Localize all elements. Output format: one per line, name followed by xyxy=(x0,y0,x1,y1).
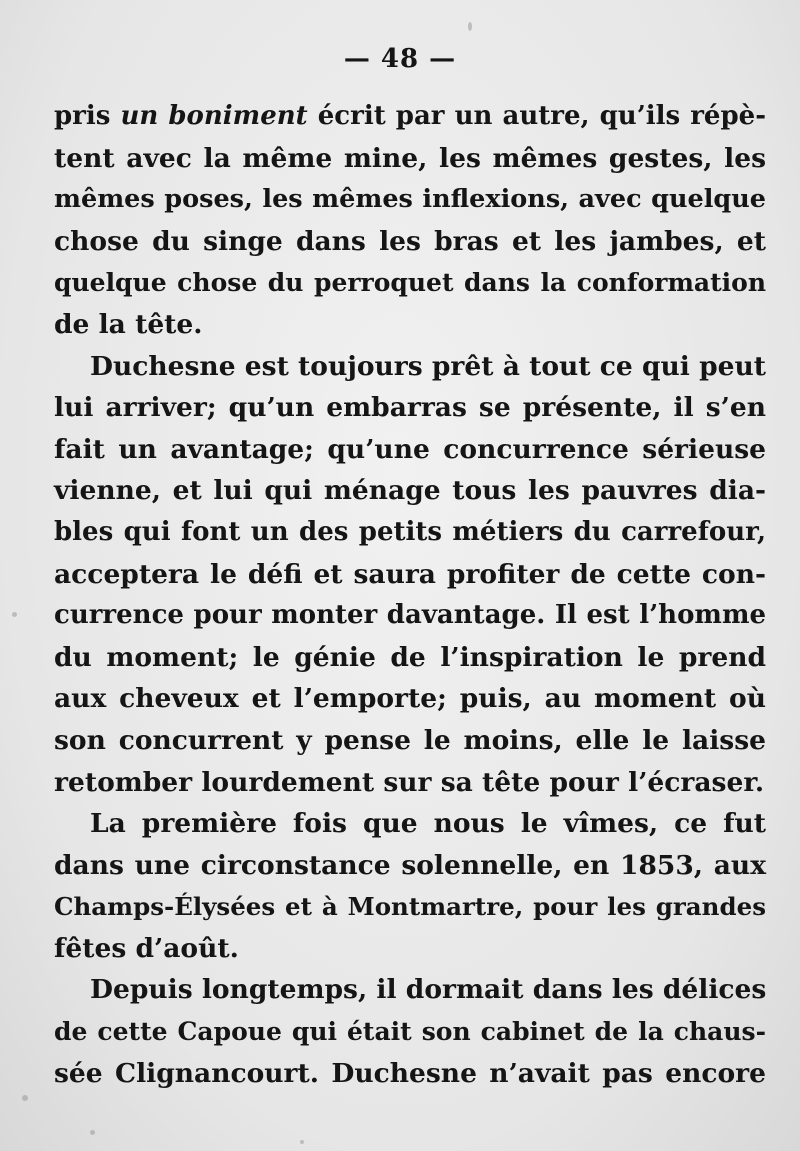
emphasized-text: un boniment xyxy=(120,101,308,131)
text-line: retomber lourdement sur sa tête pour l’écraser. xyxy=(54,766,765,798)
text-line: vienne, et lui qui ménage tous les pauvres dia- xyxy=(54,475,766,507)
text-line: currence pour monter davantage. Il est l’homme xyxy=(54,600,766,631)
text-line: chose du singe dans les bras et les jambes, et xyxy=(54,225,766,257)
text-line: son concurrent y pense le moins, elle le laisse xyxy=(54,724,766,756)
text-line: acceptera le défi et saura profiter de cette con- xyxy=(54,558,766,590)
body-text xyxy=(54,96,766,1094)
text-line: bles qui font un des petits métiers du carrefour, xyxy=(54,516,766,547)
text-segment: écrit par un autre, qu’ils répè- xyxy=(307,101,766,131)
paper-speck xyxy=(22,1095,28,1101)
text-line: quelque chose du perroquet dans la conformation xyxy=(54,268,766,298)
paragraph-start-line: Duchesne est toujours prêt à tout ce qui peut xyxy=(90,350,766,382)
text-line: dans une circonstance solennelle, en 1853, aux xyxy=(54,849,766,881)
text-line: de cette Capoue qui était son cabinet de la chaus- xyxy=(54,1017,766,1047)
paragraph-start-line: Depuis longtemps, il dormait dans les délices xyxy=(90,974,767,1006)
paragraph-start-line: La première fois que nous le vîmes, ce fut xyxy=(90,808,766,840)
paper-speck xyxy=(468,22,472,31)
text-line: sée Clignancourt. Duchesne n’avait pas encore xyxy=(54,1057,766,1089)
text-line: fêtes d’août. xyxy=(54,932,239,964)
text-line: aux cheveux et l’emporte; puis, au moment où xyxy=(54,683,766,715)
text-line: mêmes poses, les mêmes inflexions, avec quelque xyxy=(54,184,766,215)
paper-speck xyxy=(12,612,17,617)
page-number: — 48 — xyxy=(343,44,457,74)
text-line: Champs-Élysées et à Montmartre, pour les grandes xyxy=(54,892,766,922)
text-line: du moment; le génie de l’inspiration le prend xyxy=(54,641,766,673)
text-line: lui arriver; qu’un embarras se présente, il s’en xyxy=(54,392,766,424)
text-segment: pris xyxy=(54,101,121,131)
text-line: de la tête. xyxy=(54,308,203,340)
text-line: tent avec la même mine, les mêmes gestes, les xyxy=(54,142,766,174)
text-line: fait un avantage; qu’une concurrence sérieuse xyxy=(54,433,766,465)
text-line xyxy=(54,96,766,138)
paper-speck xyxy=(300,1140,304,1144)
paper-speck xyxy=(90,1130,95,1135)
